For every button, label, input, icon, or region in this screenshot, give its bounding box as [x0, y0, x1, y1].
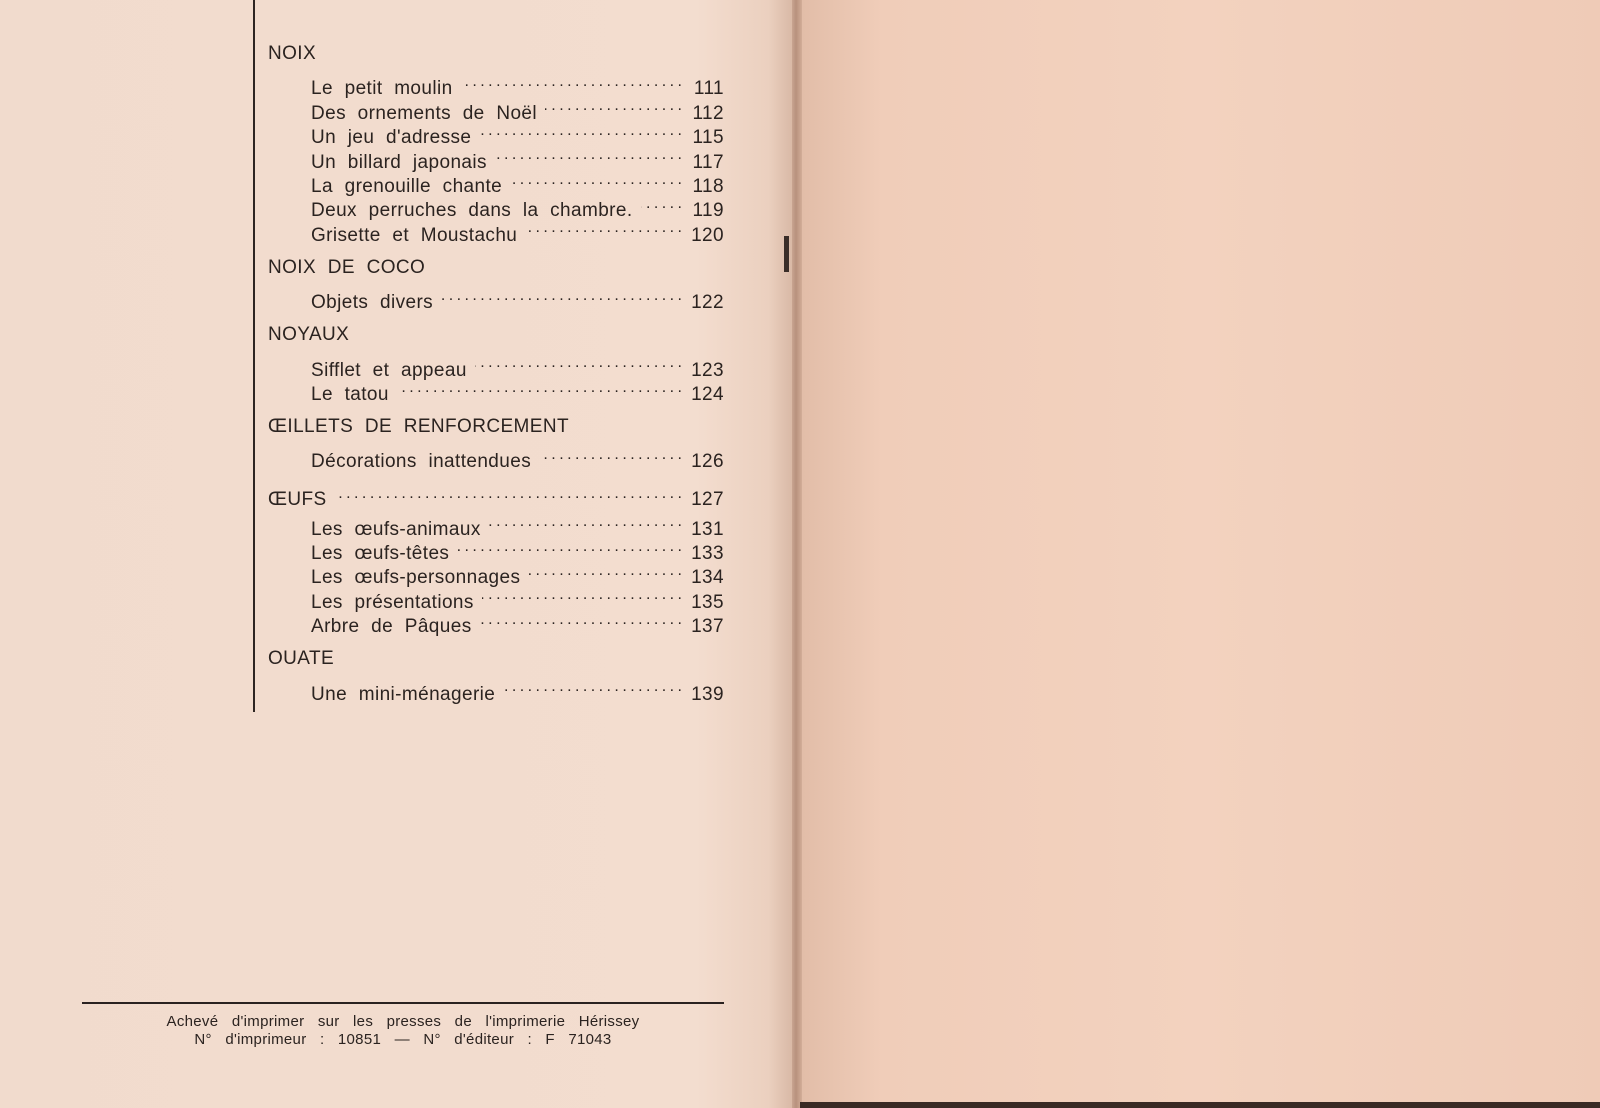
colophon — [82, 1013, 724, 1049]
page-number: 123 — [691, 359, 724, 381]
toc-entry — [268, 675, 724, 705]
dot-leader — [641, 192, 682, 216]
margin-rule — [253, 0, 255, 712]
toc-entry — [268, 351, 724, 381]
section-heading-text: NOYAUX — [268, 324, 350, 346]
left-page — [0, 0, 792, 1108]
entry-title: Deux perruches dans la chambre. — [311, 200, 633, 222]
dot-leader — [482, 583, 682, 607]
toc-entry — [268, 70, 724, 100]
dot-leader — [457, 535, 682, 559]
page-number: 111 — [693, 78, 724, 100]
entry-title: La grenouille chante — [311, 175, 503, 197]
page-number: 112 — [692, 102, 724, 124]
entry-title: Le petit moulin — [311, 78, 453, 100]
section-heading-text: OUATE — [268, 648, 335, 670]
dot-leader — [397, 376, 682, 400]
toc-section-heading — [268, 480, 724, 508]
page-number: 119 — [692, 200, 724, 222]
page-number: 127 — [691, 488, 724, 510]
entry-title: Objets divers — [311, 292, 434, 314]
right-page — [802, 0, 1600, 1108]
page-number: 118 — [692, 175, 724, 197]
entry-title: Une mini-ménagerie — [311, 683, 496, 705]
page-number: 133 — [691, 543, 724, 565]
dot-leader — [503, 675, 682, 699]
entry-title: Un jeu d'adresse — [311, 127, 472, 149]
dot-leader — [480, 608, 682, 632]
colophon-line-2: N° d'imprimeur : 10851 — N° d'éditeur : F 71043 — [194, 1031, 612, 1048]
page-number: 139 — [691, 683, 724, 705]
page-number: 135 — [691, 591, 724, 613]
gutter-mark — [784, 236, 789, 272]
dot-leader — [545, 94, 682, 118]
entry-title: Le tatou — [311, 383, 389, 405]
dot-leader — [539, 443, 682, 467]
section-heading-text: ŒILLETS DE RENFORCEMENT — [268, 415, 569, 437]
dot-leader — [510, 168, 682, 192]
dot-leader — [461, 70, 682, 94]
entry-title: Les œufs-têtes — [311, 543, 450, 565]
entry-title: Sifflet et appeau — [311, 359, 467, 381]
entry-title: Arbre de Pâques — [311, 616, 472, 638]
dot-leader — [479, 119, 682, 143]
toc-section — [268, 40, 724, 246]
page-number: 134 — [691, 567, 724, 589]
entry-title: Des ornements de Noël — [311, 102, 538, 124]
page-number: 120 — [691, 224, 724, 246]
dot-leader — [335, 480, 682, 504]
dot-leader — [441, 284, 682, 308]
page-number: 117 — [692, 151, 724, 173]
toc-section — [268, 413, 724, 473]
toc-entry — [268, 510, 724, 540]
toc-section — [268, 645, 724, 705]
toc-section — [268, 254, 724, 314]
entry-title: Décorations inattendues — [311, 451, 532, 473]
page-bottom-edge — [800, 1102, 1600, 1108]
page-number: 115 — [692, 127, 724, 149]
entry-title: Les œufs-animaux — [311, 518, 481, 540]
toc-entry — [268, 284, 724, 314]
dot-leader — [528, 559, 682, 583]
dot-leader — [525, 216, 682, 240]
page-number: 126 — [691, 451, 724, 473]
page-number: 131 — [691, 518, 724, 540]
entry-title: Les présentations — [311, 591, 474, 613]
book-gutter — [792, 0, 802, 1108]
toc-section-heading — [268, 254, 724, 282]
toc-entry — [268, 443, 724, 473]
page-number: 124 — [691, 383, 724, 405]
entry-title: Un billard japonais — [311, 151, 487, 173]
section-heading-text: NOIX — [268, 43, 317, 64]
entry-title: Les œufs-personnages — [311, 567, 521, 589]
colophon-rule — [82, 1002, 724, 1004]
section-heading-text: ŒUFS — [268, 488, 327, 510]
toc-section — [268, 480, 724, 638]
toc-section-heading — [268, 321, 724, 349]
page-number: 122 — [691, 292, 724, 314]
dot-leader — [489, 510, 682, 534]
section-heading-text: NOIX DE COCO — [268, 256, 426, 278]
toc-section — [268, 321, 724, 405]
dot-leader — [495, 143, 682, 167]
toc-section-heading — [268, 413, 724, 441]
entry-title: Grisette et Moustachu — [311, 224, 518, 246]
dot-leader — [475, 351, 682, 375]
page-number: 137 — [691, 616, 724, 638]
toc-section-heading — [268, 40, 724, 68]
table-of-contents — [268, 40, 724, 713]
toc-section-heading — [268, 645, 724, 673]
colophon-line-1: Achevé d'imprimer sur les presses de l'imprimerie Hérissey — [166, 1013, 640, 1030]
